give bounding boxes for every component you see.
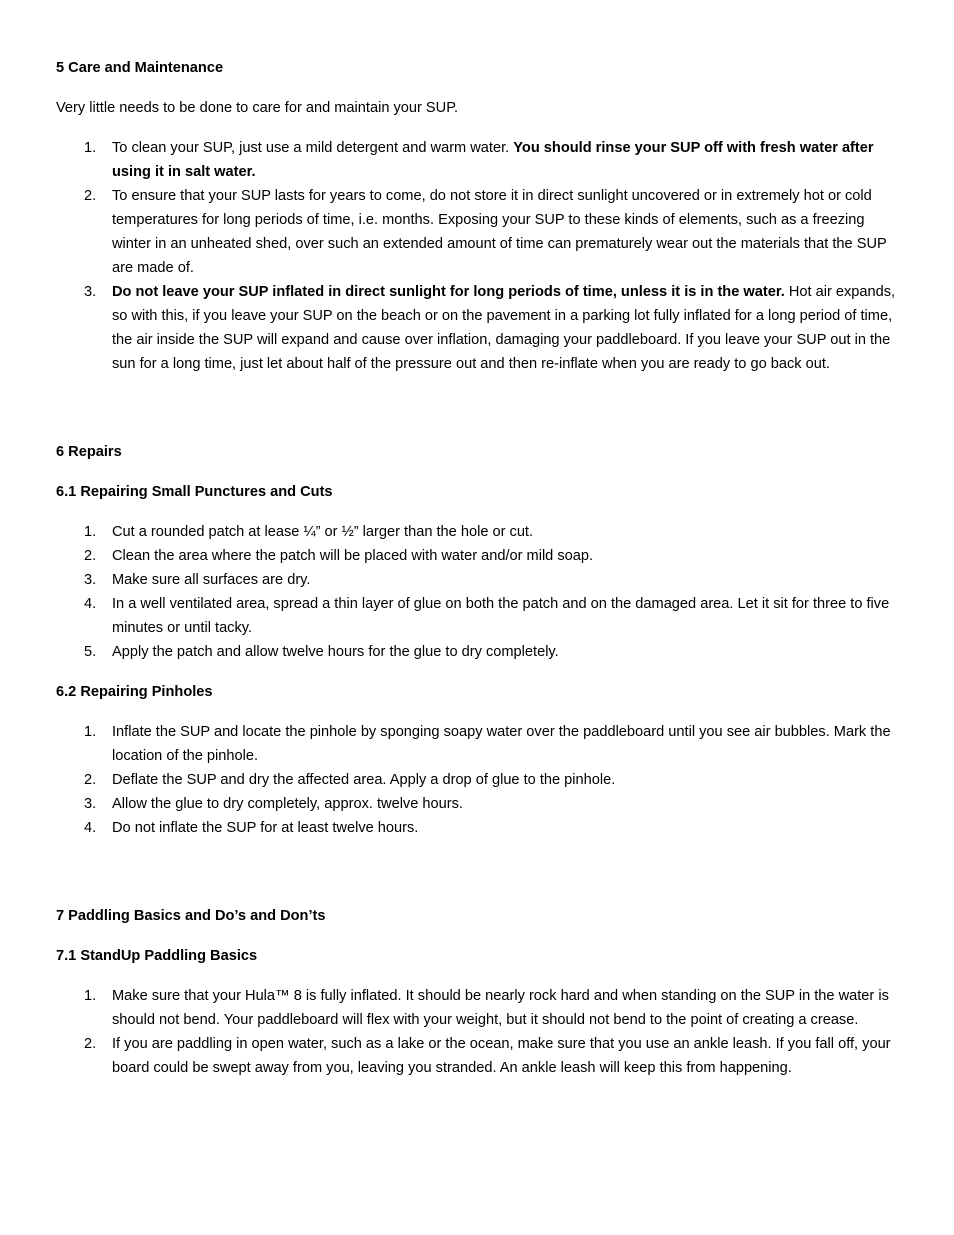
list-item	[56, 568, 906, 592]
list-item	[56, 720, 906, 768]
list-text-bold: You should rinse your SUP off with fresh water after using it in salt water.	[112, 140, 874, 180]
care-list	[56, 136, 906, 376]
list-item	[56, 816, 906, 840]
list-item	[56, 792, 906, 816]
list-item	[56, 984, 906, 1032]
list-text: Cut a rounded patch at lease ¼” or ½” larger than the hole or cut.	[112, 524, 534, 540]
section-heading-repairs: 6 Repairs	[56, 444, 122, 460]
list-text: If you are paddling in open water, such as a lake or the ocean, make sure that you use an ankle leash. If you fall off, your board could be swept away from you, leaving you stranded. An ankle leash will keep this from happening.	[112, 1036, 891, 1076]
section-heading-care: 5 Care and Maintenance	[56, 60, 224, 76]
list-number: 4.	[84, 820, 97, 836]
list-number: 1.	[84, 724, 97, 740]
pinholes-list	[56, 720, 906, 840]
subsection-heading-small-punctures: 6.1 Repairing Small Punctures and Cuts	[56, 484, 333, 500]
list-text: Hot air expands, so with this, if you leave your SUP on the beach or on the pavement in a parking lot fully inflated for a long period of time, the air inside the SUP will expand and cause over inflation, damaging your paddleboard. If you leave your SUP out in the sun for a long time, just let about half of the pressure out and then re-inflate when you are ready to go back out.	[112, 284, 896, 372]
list-number: 1.	[84, 140, 97, 156]
list-number: 5.	[84, 644, 97, 660]
paddling-basics-list	[56, 984, 906, 1080]
list-item	[56, 592, 906, 640]
list-number: 1.	[84, 524, 97, 540]
list-item	[56, 544, 906, 568]
list-number: 3.	[84, 572, 97, 588]
list-text: To ensure that your SUP lasts for years to come, do not store it in direct sunlight uncovered or in extremely hot or cold temperatures for long periods of time, i.e. months. Exposing your SUP to these kinds of elements, such as a freezing winter in an unheated shed, over such an extended amount of time can prematurely wear out the materials that the SUP are made of.	[112, 188, 887, 276]
list-number: 2.	[84, 188, 97, 204]
list-number: 2.	[84, 1036, 97, 1052]
list-number: 2.	[84, 548, 97, 564]
list-text: Apply the patch and allow twelve hours for the glue to dry completely.	[112, 644, 559, 660]
list-text: To clean your SUP, just use a mild detergent and warm water.	[112, 140, 514, 156]
list-item	[56, 184, 906, 280]
list-number: 3.	[84, 796, 97, 812]
small-punctures-list	[56, 520, 906, 664]
list-number: 1.	[84, 988, 97, 1004]
subsection-heading-paddling-basics: 7.1 StandUp Paddling Basics	[56, 948, 258, 964]
list-text: Clean the area where the patch will be placed with water and/or mild soap.	[112, 548, 594, 564]
list-text: Deflate the SUP and dry the affected area. Apply a drop of glue to the pinhole.	[112, 772, 616, 788]
list-item	[56, 640, 906, 664]
list-number: 2.	[84, 772, 97, 788]
list-number: 4.	[84, 596, 97, 612]
section-heading-paddling: 7 Paddling Basics and Do’s and Don’ts	[56, 908, 326, 924]
list-item	[56, 136, 906, 184]
list-text: Make sure that your Hula™ 8 is fully inflated. It should be nearly rock hard and when standing on the SUP in the water is should not bend. Your paddleboard will flex with your weight, but it should not bend to the point of creating a crease.	[112, 988, 889, 1028]
list-item	[56, 520, 906, 544]
list-item	[56, 1032, 906, 1080]
list-text: Allow the glue to dry completely, approx. twelve hours.	[112, 796, 463, 812]
list-text: In a well ventilated area, spread a thin layer of glue on both the patch and on the damaged area. Let it sit for three to five minutes or until tacky.	[112, 596, 890, 636]
document-page	[56, 56, 906, 1080]
list-text: Make sure all surfaces are dry.	[112, 572, 311, 588]
list-text: Do not inflate the SUP for at least twelve hours.	[112, 820, 419, 836]
list-item	[56, 280, 906, 376]
list-item	[56, 768, 906, 792]
subsection-heading-pinholes: 6.2 Repairing Pinholes	[56, 684, 213, 700]
care-intro: Very little needs to be done to care for and maintain your SUP.	[56, 100, 459, 116]
list-text: Inflate the SUP and locate the pinhole by sponging soapy water over the paddleboard until you see air bubbles. Mark the location of the pinhole.	[112, 724, 891, 764]
list-number: 3.	[84, 284, 97, 300]
list-text-bold: Do not leave your SUP inflated in direct sunlight for long periods of time, unless it is in the water.	[112, 284, 785, 300]
